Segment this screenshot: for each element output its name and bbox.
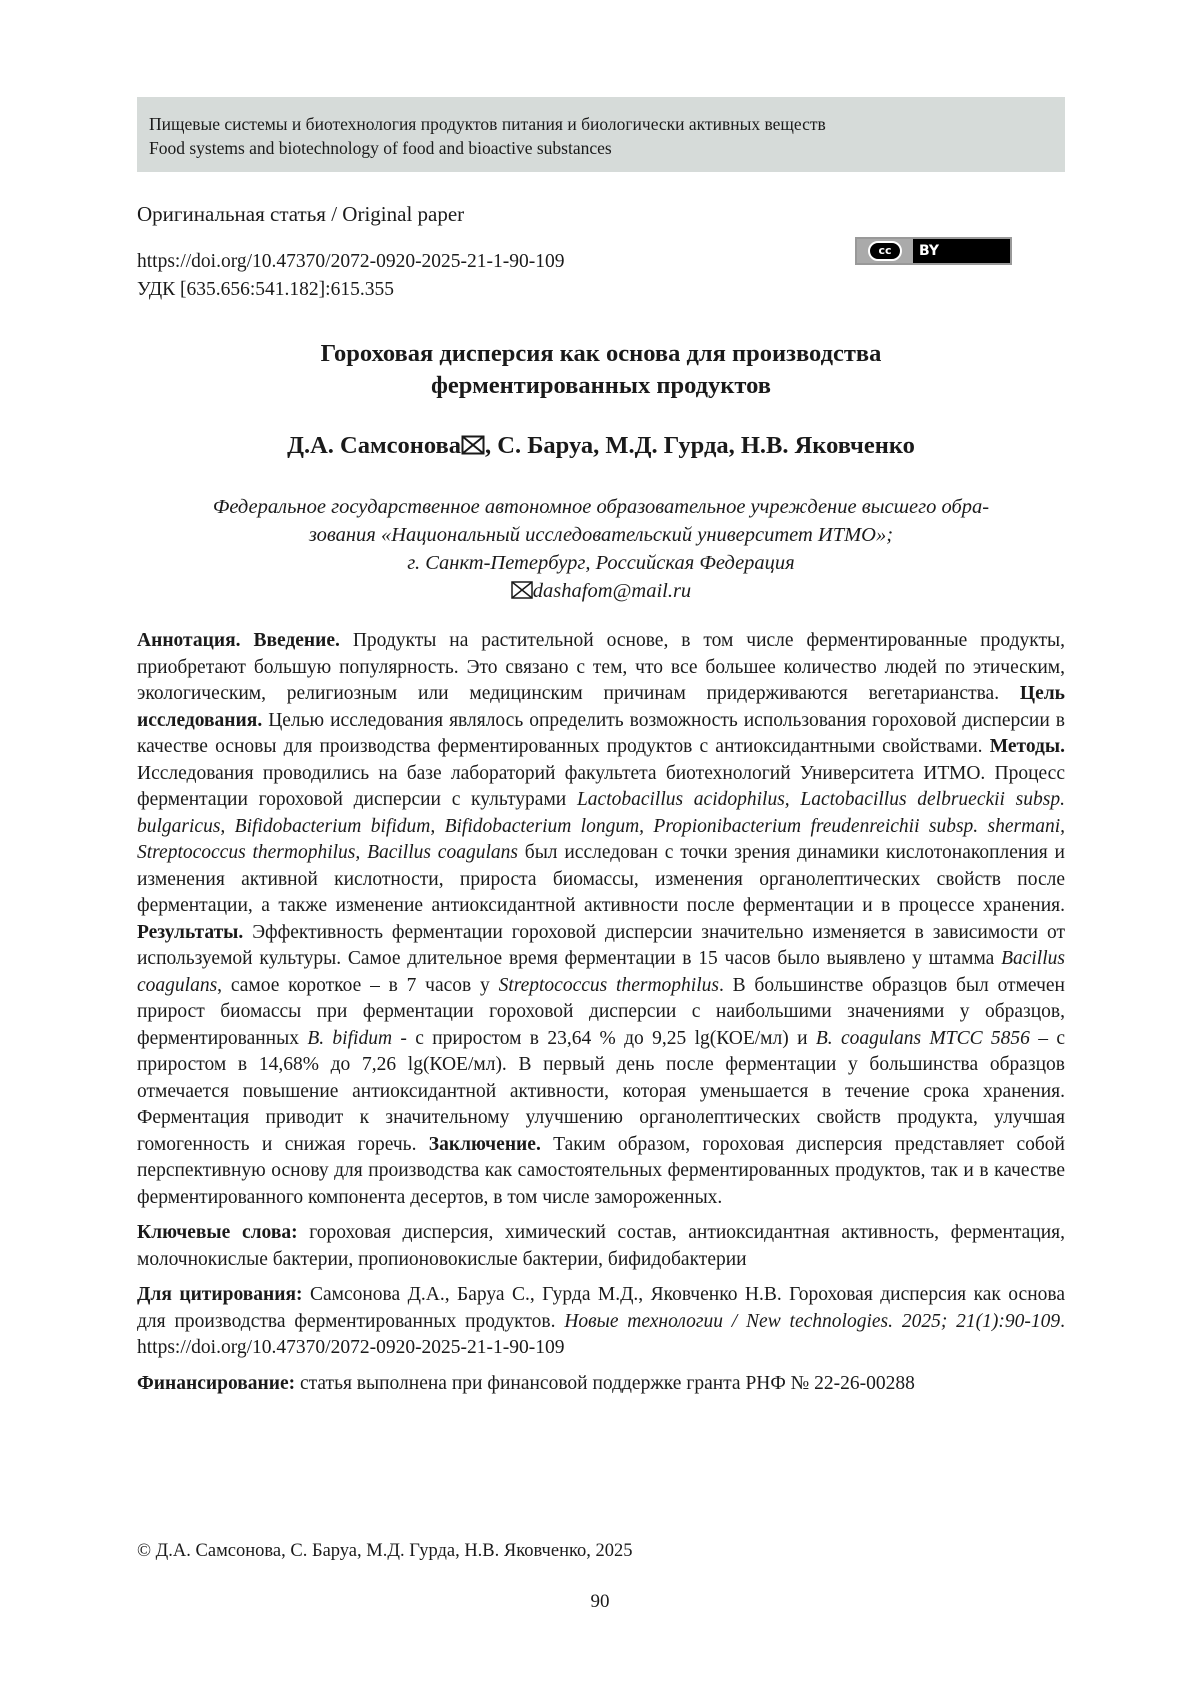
envelope-icon — [461, 435, 485, 455]
methods-text-2: был исследован с точки зрения динамики кислотонакопления и изменения активной кислотности, прироста биомассы, изменения органолептических свойств после ферментации, а также изменение антиоксидантной активности после ферментации и в процессе хранения. — [137, 842, 1065, 916]
keywords-text: гороховая дисперсия, химический состав, антиоксидантная активность, ферментация, молочнокислые бактерии, пропионовокислые бактерии, бифидобактерии — [137, 1222, 1066, 1270]
article-type: Оригинальная статья / Original paper — [137, 202, 465, 226]
section-title-en: Food systems and biotechnology of food and bioactive substances — [149, 138, 612, 158]
conclusion-text: Таким образом, гороховая дисперсия представляет собой перспективную основу для производства как самостоятельных ферментированных продуктов, так и в качестве ферментированного компонента десертов, в том числе замороженных. — [137, 1133, 1065, 1208]
results-species: Streptococcus thermophilus — [498, 974, 719, 996]
results-text: Эффективность ферментации гороховой дисперсии значительно изменяется в зависимости от используемой культуры. Самое длительное время ферментации в 15 часов было выявлено у штамма — [137, 921, 1065, 969]
results-text: - с приростом в 23,64 % до 9,25 lg(КОЕ/мл) и — [392, 1027, 816, 1049]
citation-journal: Новые технологии / New technologies. 2025; 21(1):90-109 — [564, 1310, 1061, 1332]
methods-text: Исследования проводились на базе лабораторий факультета биотехнологий Университета ИТМО. Процесс ферментации гороховой дисперсии с культурами — [137, 762, 1065, 810]
citation-label: Для цитирования: — [137, 1284, 303, 1305]
aim-label: Цель исследования. — [137, 683, 1065, 731]
results-text: , самое короткое – в 7 часов у — [217, 974, 499, 996]
results-species: B. coagulans MTCC 5856 — [815, 1027, 1030, 1049]
affiliation — [137, 493, 1065, 605]
article-identifiers — [137, 248, 565, 304]
article-title — [137, 338, 1065, 402]
intro-label: Введение. — [253, 630, 340, 651]
aim-text: Целью исследования являлось определить возможность использования гороховой дисперсии в качестве основы для производства ферментированных продуктов с антиоксидантными свойствами. — [137, 709, 1065, 757]
corresponding-author: Д.А. Самсонова — [287, 432, 462, 459]
cc-by-license-badge[interactable] — [855, 237, 1012, 265]
intro-text: Продукты на растительной основе, в том числе ферментированные продукты, приобретают большую популярность. Это связано с тем, что все большее количество людей по этическим, экологическим, религиозным или медицинским причинам придерживаются вегетарианства. — [137, 630, 1065, 704]
results-label: Результаты. — [137, 921, 244, 943]
methods-species: Lactobacillus acidophilus, Lactobacillus delbrueckii subsp. bulgaricus, Bifidobacterium bifidum, Bifidobacterium longum, Propionibacterium freudenreichii subsp. shermani, Streptococcus thermophilus, Bacillus coagulans — [137, 789, 1065, 863]
funding-text: статья выполнена при финансовой поддержке гранта РНФ № 22-26-00288 — [295, 1372, 915, 1394]
affiliation-line-3: г. Санкт-Петербург, Российская Федерация — [407, 552, 795, 574]
cc-icon: cc — [868, 241, 902, 261]
funding-paragraph — [137, 1371, 1065, 1398]
udc-code: УДК [635.656:541.182]:615.355 — [137, 279, 394, 300]
results-text: . В большинстве образцов был отмечен прирост биомассы при ферментации гороховой дисперсии с наибольшими значениями у образцов, ферментированных — [137, 974, 1065, 1049]
keywords-paragraph — [137, 1220, 1065, 1273]
page-number: 90 — [590, 1591, 610, 1612]
authors — [137, 432, 1065, 460]
section-title-ru: Пищевые системы и биотехнология продуктов питания и биологически активных веществ — [149, 114, 826, 134]
abstract-paragraph — [137, 628, 1065, 1211]
results-text: – с приростом в 14,68% до 7,26 lg(КОЕ/мл). В первый день после ферментации у большинства образцов отмечается повышение антиоксидантной активности, которая уменьшается в течение срока хранения. Ферментация приводит к значительному улучшению органолептических свойств продукта, улучшая гомогенность и снижая горечь. — [137, 1027, 1066, 1155]
conclusion-label: Заключение. — [428, 1133, 541, 1155]
title-line-1: Гороховая дисперсия как основа для производства — [320, 340, 882, 367]
affiliation-line-1: Федеральное государственное автономное образовательное учреждение высшего обра- — [212, 496, 990, 518]
results-species: B. bifidum — [307, 1027, 393, 1049]
co-authors: , С. Баруа, М.Д. Гурда, Н.В. Яковченко — [485, 432, 915, 459]
title-line-2: ферментированных продуктов — [430, 372, 772, 399]
funding-label: Финансирование: — [137, 1372, 296, 1394]
envelope-icon — [511, 581, 533, 599]
affiliation-line-2: зования «Национальный исследовательский университет ИТМО»; — [308, 524, 894, 546]
contact-email[interactable]: dashafom@mail.ru — [532, 580, 692, 602]
journal-section-header — [137, 97, 1065, 172]
contact-email-line — [137, 577, 1065, 605]
citation-doi[interactable]: . https://doi.org/10.47370/2072-0920-2025-21-1-90-109 — [137, 1310, 1065, 1358]
cc-logo — [857, 239, 913, 263]
methods-label: Методы. — [989, 736, 1065, 757]
abstract-block — [137, 628, 1065, 1397]
citation-paragraph — [137, 1282, 1065, 1362]
results-species: Bacillus coagulans — [137, 948, 1065, 996]
abstract-label: Аннотация. — [137, 630, 241, 651]
copyright-notice: © Д.А. Самсонова, С. Баруа, М.Д. Гурда, Н.В. Яковченко, 2025 — [137, 1541, 633, 1561]
by-label: BY — [919, 243, 940, 259]
doi-link[interactable]: https://doi.org/10.47370/2072-0920-2025-21-1-90-109 — [137, 251, 565, 272]
citation-text: Самсонова Д.А., Баруа С., Гурда М.Д., Яковченко Н.В. Гороховая дисперсия как основа для производства ферментированных продуктов. — [137, 1284, 1065, 1332]
keywords-label: Ключевые слова: — [137, 1222, 298, 1243]
